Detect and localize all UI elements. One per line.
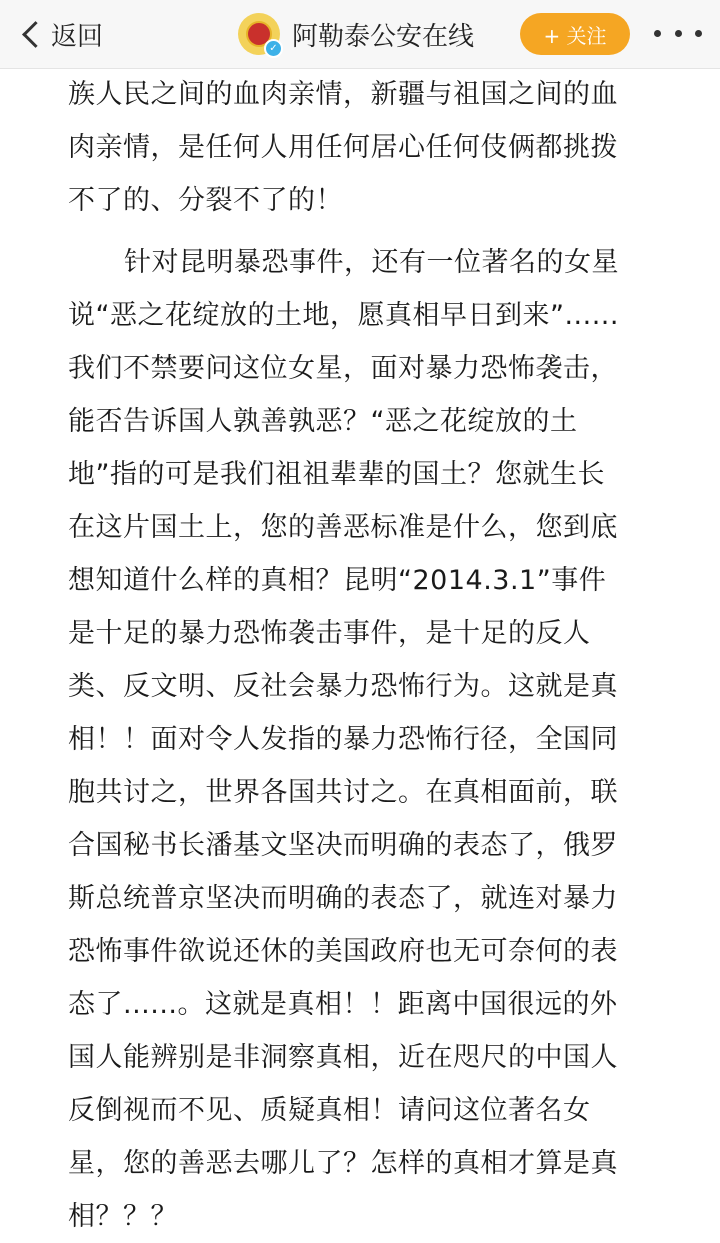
text-line: 相！！面对令人发指的暴力恐怖行径，全国同 [68,724,618,755]
follow-button[interactable]: + 关注 [520,13,630,55]
text-line: 地”指的可是我们祖祖辈辈的国土？您就生长 [68,459,605,490]
account-name: 阿勒泰公安在线 [292,21,475,52]
text-line: 说“恶之花绽放的土地，愿真相早日到来”...... [68,300,619,331]
text-line: 针对昆明暴恐事件，还有一位著名的女星 [124,247,619,278]
text-line: 国人能辨别是非洞察真相，近在咫尺的中国人 [68,1042,618,1073]
text-line: 星，您的善恶去哪儿了？怎样的真相才算是真 [68,1148,618,1179]
text-line: 反倒视而不见、质疑真相！请问这位著名女 [68,1095,591,1126]
text-line: 在这片国土上，您的善恶标准是什么，您到底 [68,512,618,543]
article-body [68,68,678,1243]
text-line: 合国秘书长潘基文坚决而明确的表态了，俄罗 [68,830,618,861]
avatar[interactable] [238,13,280,55]
text-line: 能否告诉国人孰善孰恶？“恶之花绽放的土 [68,406,578,437]
text-line: 斯总统普京坚决而明确的表态了，就连对暴力 [68,883,618,914]
chevron-left-icon [22,21,49,48]
text-line: 肉亲情，是任何人用任何居心任何伎俩都挑拨 [68,132,618,163]
text-line: 相？？？ [68,1201,178,1232]
text-line: 族人民之间的血肉亲情，新疆与祖国之间的血 [68,79,618,110]
account-title[interactable] [238,12,474,56]
text-line: 是十足的暴力恐怖袭击事件，是十足的反人 [68,618,591,649]
back-button[interactable] [18,14,103,54]
text-line: 类、反文明、反社会暴力恐怖行为。这就是真 [68,671,618,702]
verified-badge-icon: ✓ [264,39,283,58]
back-label: 返回 [51,21,104,52]
text-line: 态了......。这就是真相！！距离中国很远的外 [68,989,618,1020]
top-nav-bar [0,0,720,69]
paragraph-2 [68,236,678,1243]
text-line: 恐怖事件欲说还休的美国政府也无可奈何的表 [68,936,618,967]
text-line: 不了的、分裂不了的！ [68,185,343,216]
text-line: 想知道什么样的真相？昆明“2014.3.1”事件 [68,565,607,596]
more-options-icon[interactable] [654,18,702,48]
paragraph-1 [68,68,678,227]
text-line: 胞共讨之，世界各国共讨之。在真相面前，联 [68,777,618,808]
text-line: 我们不禁要问这位女星，面对暴力恐怖袭击， [68,353,618,384]
